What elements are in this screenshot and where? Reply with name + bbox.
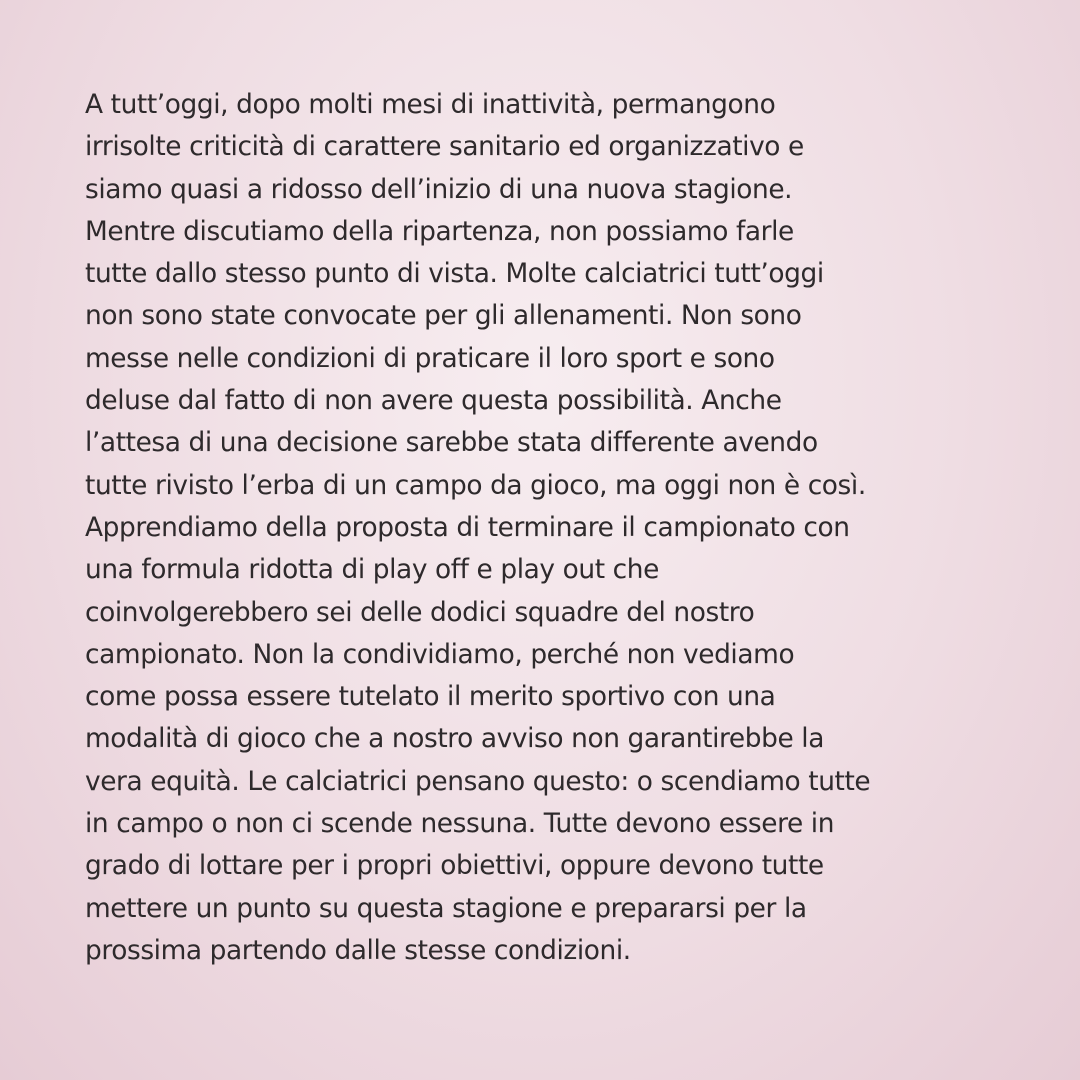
paragraph-line: una formula ridotta di play off e play out che <box>85 554 659 586</box>
paragraph-line: prossima partendo dalle stesse condizioni. <box>85 934 631 966</box>
paragraph-line: coinvolgerebbero sei delle dodici squadre del nostro <box>85 596 755 628</box>
paragraph-line: messe nelle condizioni di praticare il loro sport e sono <box>85 342 775 374</box>
paragraph-line: irrisolte criticità di carattere sanitario ed organizzativo e <box>85 131 804 163</box>
paragraph-line: tutte rivisto l’erba di un campo da gioco, ma oggi non è così. <box>85 469 866 501</box>
paragraph-line: grado di lottare per i propri obiettivi, oppure devono tutte <box>85 850 824 882</box>
paragraph-line: deluse dal fatto di non avere questa possibilità. Anche <box>85 385 782 417</box>
paragraph-line: Mentre discutiamo della ripartenza, non possiamo farle <box>85 215 794 247</box>
paragraph-line: non sono state convocate per gli allenamenti. Non sono <box>85 300 802 332</box>
paragraph-line: in campo o non ci scende nessuna. Tutte devono essere in <box>85 808 835 840</box>
paragraph-line: modalità di gioco che a nostro avviso non garantirebbe la <box>85 723 824 755</box>
paragraph-line: come possa essere tutelato il merito sportivo con una <box>85 681 776 713</box>
paragraph-line: tutte dallo stesso punto di vista. Molte calciatrici tutt’oggi <box>85 258 824 290</box>
paragraph-line: vera equità. Le calciatrici pensano questo: o scendiamo tutte <box>85 765 871 797</box>
statement-paragraph <box>85 84 1045 972</box>
paragraph-line: l’attesa di una decisione sarebbe stata differente avendo <box>85 427 818 459</box>
paragraph-line: siamo quasi a ridosso dell’inizio di una nuova stagione. <box>85 173 793 205</box>
paragraph-line: mettere un punto su questa stagione e prepararsi per la <box>85 892 807 924</box>
paragraph-line: A tutt’oggi, dopo molti mesi di inattività, permangono <box>85 89 776 120</box>
paragraph-line: campionato. Non la condividiamo, perché non vediamo <box>85 638 795 670</box>
paragraph-line: Apprendiamo della proposta di terminare il campionato con <box>85 511 850 543</box>
